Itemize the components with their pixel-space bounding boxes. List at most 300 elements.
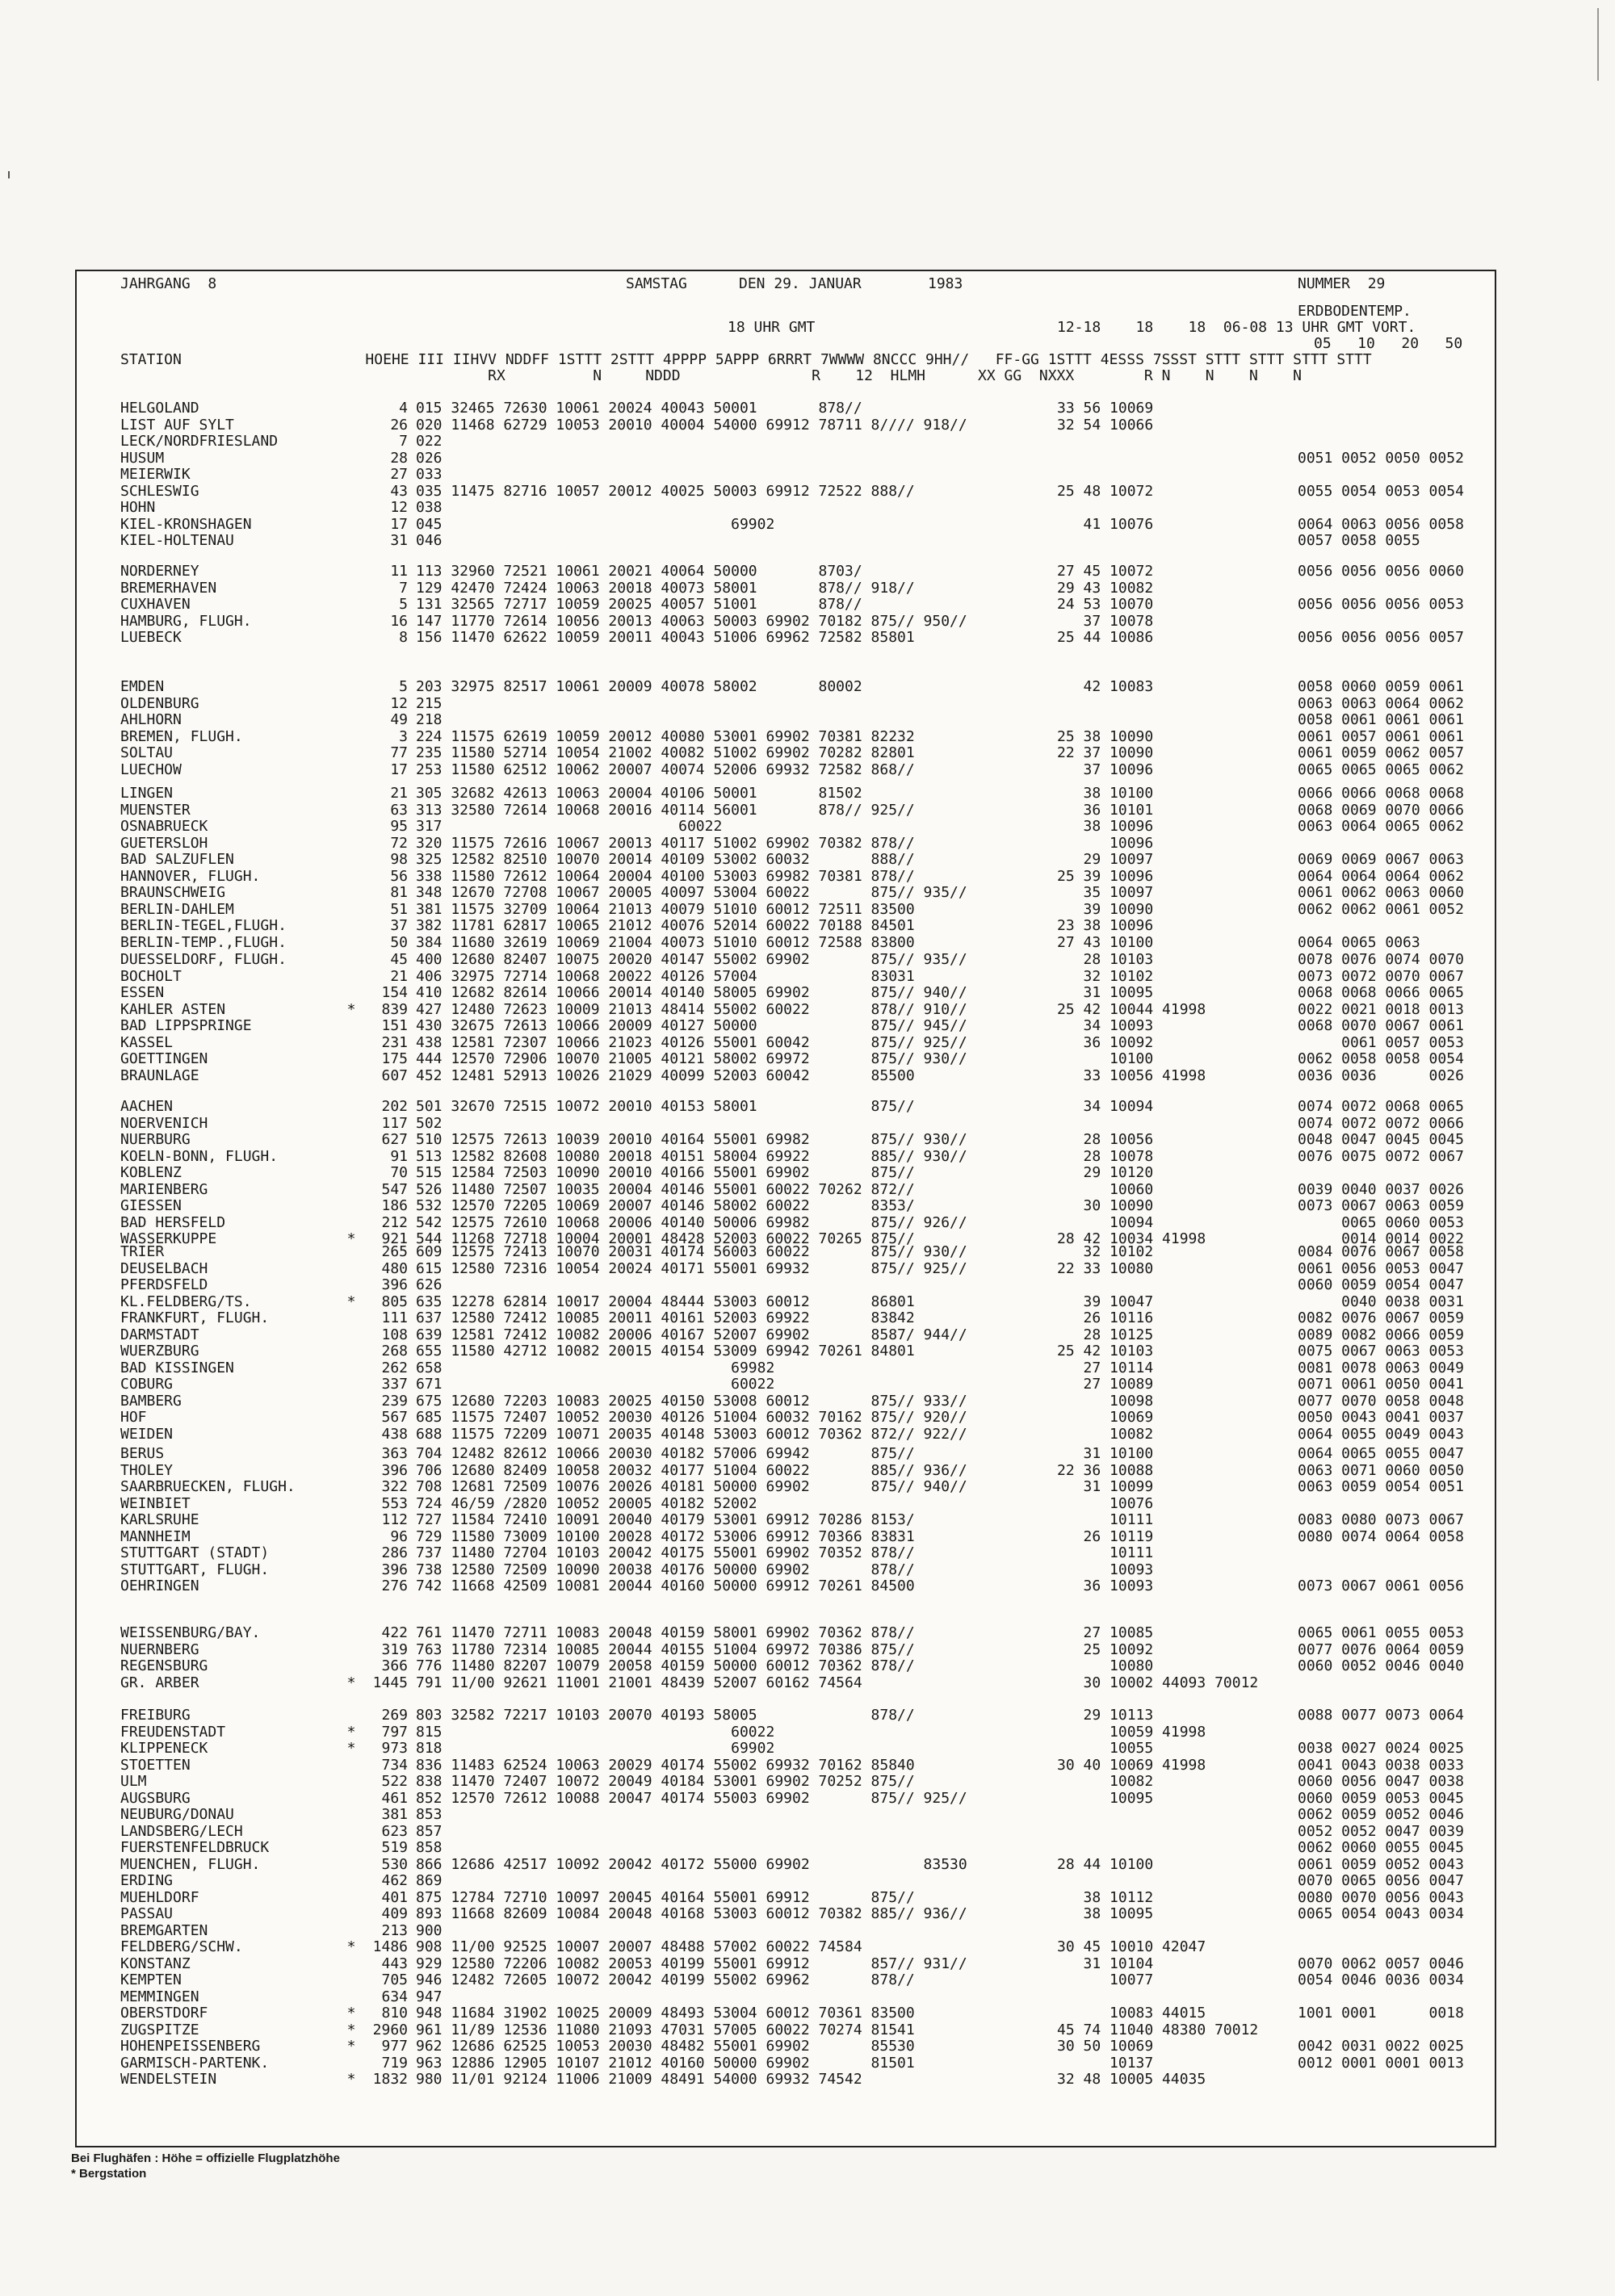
station-height: 366 (381, 1657, 408, 1674)
station-name: KIEL-KRONSHAGEN (120, 516, 252, 533)
observation-groups: 325 12582 82510 10070 20014 40109 53002 60032 888// (416, 851, 915, 868)
soil-temperatures: 0076 0075 0072 0067 (1298, 1147, 1464, 1165)
daily-groups: 28 42 10034 41998 (1057, 1230, 1206, 1247)
station-height: 50 (390, 933, 408, 951)
observation-groups: 156 11470 62622 10059 20011 40043 51006 69962 72582 85801 (416, 629, 915, 646)
daily-groups: 28 10103 (1057, 951, 1154, 968)
station-name: STUTTGART (STADT) (120, 1545, 270, 1561)
station-name: BAMBERG (120, 1393, 182, 1410)
soil-temperatures: 0070 0062 0057 0046 (1298, 1955, 1464, 1972)
station-name: KOBLENZ (120, 1165, 182, 1181)
station-height: 49 (390, 711, 408, 728)
soil-temperatures: 0040 0038 0031 (1298, 1293, 1464, 1310)
station-height: 438 (381, 1425, 408, 1443)
station-height: 7 (399, 579, 408, 597)
soil-temperatures: 0061 0062 0063 0060 (1298, 884, 1464, 901)
station-name: MEMMINGEN (120, 1988, 199, 2005)
station-name: OEHRINGEN (120, 1578, 199, 1594)
station-name: BERLIN-TEMP.,FLUGH. (120, 934, 287, 951)
weather-report-page (75, 270, 1496, 2147)
station-height: 567 (381, 1409, 408, 1426)
observation-groups: 929 12580 72206 10082 20053 40199 55001 69912 857// 931// (416, 1955, 967, 1972)
station-name: NUERBURG (120, 1132, 191, 1148)
station-name: OSNABRUECK (120, 819, 208, 835)
observation-groups: 129 42470 72424 10063 20018 40073 58001 878// 918// (416, 579, 915, 597)
station-height: 805 (381, 1293, 408, 1310)
daily-groups: 32 54 10066 (1057, 416, 1154, 434)
observation-groups: 542 12575 72610 10068 20006 40140 50006 69982 875// 926// (416, 1213, 967, 1231)
station-height: 213 (381, 1921, 408, 1939)
daily-groups: 39 10047 (1057, 1293, 1154, 1310)
station-height: 16 (390, 612, 408, 630)
daily-groups: 29 43 10082 (1057, 579, 1154, 597)
station-height: 91 (390, 1147, 408, 1165)
station-height: 98 (390, 851, 408, 868)
observation-groups: 675 12680 72203 10083 20025 40150 53008 60012 875// 933// (416, 1392, 967, 1410)
station-height: 401 (381, 1888, 408, 1906)
soil-temperatures: 0066 0066 0068 0068 (1298, 785, 1464, 802)
station-height: 7 (399, 433, 408, 450)
station-height: 154 (381, 984, 408, 1001)
observation-groups: 729 11580 73009 10100 20028 40172 53006 69912 70366 83831 (416, 1527, 915, 1545)
daily-groups: 10111 (1057, 1511, 1154, 1528)
soil-temperatures: 0084 0076 0067 0058 (1298, 1243, 1464, 1260)
station-height: 31 (390, 532, 408, 549)
observation-groups: 763 11780 72314 10085 20044 40155 51004 69972 70386 875// (416, 1640, 915, 1658)
soil-temperatures: 0051 0052 0050 0052 (1298, 449, 1464, 467)
soil-temperatures: 0089 0082 0066 0059 (1298, 1326, 1464, 1343)
station-name: MUENSTER (120, 802, 191, 819)
soil-temperatures: 0052 0052 0047 0039 (1298, 1822, 1464, 1840)
soil-temperatures: 0050 0043 0041 0037 (1298, 1409, 1464, 1426)
daily-groups: 33 56 10069 (1057, 400, 1154, 417)
station-height: 265 (381, 1243, 408, 1260)
station-name: BAD KISSINGEN (120, 1360, 234, 1376)
station-name: WENDELSTEIN (120, 2072, 217, 2088)
daily-groups: 29 10120 (1057, 1164, 1154, 1181)
soil-temperatures: 0042 0031 0022 0025 (1298, 2038, 1464, 2055)
station-height: 734 (381, 1756, 408, 1774)
station-height: 186 (381, 1197, 408, 1214)
station-height: 70 (390, 1164, 408, 1181)
observation-groups: 803 32582 72217 10103 20070 40193 58005 878// (416, 1707, 915, 1724)
station-height: 17 (390, 515, 408, 533)
observation-groups: 131 32565 72717 10059 20025 40057 51001 878// (416, 596, 862, 613)
daily-groups: 10111 (1057, 1544, 1154, 1561)
station-height: 705 (381, 1971, 408, 1988)
station-name: BREMEN, FLUGH. (120, 728, 243, 745)
daily-groups: 28 10056 (1057, 1131, 1154, 1148)
station-height: 12 (390, 499, 408, 516)
year-label: 1983 (928, 275, 963, 292)
soil-temperatures: 0058 0061 0061 0061 (1298, 711, 1464, 728)
daily-groups: 32 10102 (1057, 1243, 1154, 1260)
observation-groups: 776 11480 82207 10079 20058 40159 50000 60012 70362 878// (416, 1657, 915, 1674)
mountain-marker: * (346, 1230, 356, 1247)
station-name: FELDBERG/SCHW. (120, 1939, 243, 1955)
soil-temperatures: 0065 0054 0043 0034 (1298, 1905, 1464, 1922)
daily-groups: 10059 41998 (1057, 1723, 1206, 1741)
observation-groups: 452 12481 52913 10026 21029 40099 52003 60042 85500 (416, 1066, 915, 1084)
daily-groups: 39 10090 (1057, 900, 1154, 918)
station-name: BRAUNLAGE (120, 1067, 199, 1084)
observation-groups: 615 12580 72316 10054 20024 40171 55001 69932 875// 925// (416, 1259, 967, 1277)
soil-temperatures: 0065 0065 0065 0062 (1298, 760, 1464, 778)
station-height: 2960 (372, 2021, 408, 2038)
station-name: SCHLESWIG (120, 483, 199, 500)
station-name: GARMISCH-PARTENK. (120, 2055, 270, 2072)
station-name: KIEL-HOLTENAU (120, 533, 234, 549)
station-name: HOF (120, 1410, 147, 1426)
observation-groups: 858 (416, 1839, 443, 1856)
station-height: 151 (381, 1017, 408, 1034)
station-height: 63 (390, 801, 408, 819)
station-name: LUECHOW (120, 761, 182, 778)
observation-groups: 962 12686 62525 10053 20030 48482 55001 69902 85530 (416, 2038, 915, 2055)
station-name: KEMPTEN (120, 1972, 182, 1988)
station-height: 8 (399, 629, 408, 646)
observation-groups: 815 60022 (416, 1723, 775, 1741)
observation-groups: 791 11/00 92621 11001 21001 48439 52007 60162 74564 (416, 1674, 862, 1691)
soil-temperatures: 0065 0061 0055 0053 (1298, 1624, 1464, 1641)
soil-temp-heading: ERDBODENTEMP. (1298, 303, 1412, 320)
soil-temperatures: 0062 0059 0052 0046 (1298, 1806, 1464, 1823)
daily-groups: 37 10096 (1057, 760, 1154, 778)
station-height: 51 (390, 900, 408, 918)
observation-groups: 946 12482 72605 10072 20042 40199 55002 69962 878// (416, 1971, 915, 1988)
soil-temperatures: 0061 0057 0053 (1298, 1033, 1464, 1051)
observation-groups: 313 32580 72614 10068 20016 40114 56001 878// 925// (416, 801, 915, 819)
soil-temperatures: 0080 0070 0056 0043 (1298, 1888, 1464, 1906)
station-name: HOHENPEISSENBERG (120, 2038, 261, 2055)
daily-groups: 10083 44015 (1057, 2005, 1206, 2022)
observation-groups: 671 60022 (416, 1376, 775, 1393)
observation-groups: 513 12582 82608 10080 20018 40151 58004 69922 885// 930// (416, 1147, 967, 1165)
station-name: DEUSELBACH (120, 1260, 208, 1277)
observation-groups: 224 11575 62619 10059 20012 40080 53001 69902 70381 82232 (416, 727, 915, 745)
station-name: AHLHORN (120, 712, 182, 728)
observation-groups: 203 32975 82517 10061 20009 40078 58002 80002 (416, 678, 862, 695)
observation-groups: 818 69902 (416, 1740, 775, 1757)
soil-temperatures: 0038 0027 0024 0025 (1298, 1740, 1464, 1757)
observation-groups: 853 (416, 1806, 443, 1823)
soil-depth-heading: 05 10 20 50 (1314, 335, 1463, 352)
station-height: 1832 (372, 2071, 408, 2088)
station-height: 462 (381, 1872, 408, 1889)
daily-groups: 10082 (1057, 1773, 1154, 1790)
station-name: CUXHAVEN (120, 597, 191, 613)
station-height: 396 (381, 1561, 408, 1578)
daily-groups: 29 10113 (1057, 1707, 1154, 1724)
station-name: EMDEN (120, 679, 165, 695)
observation-groups: 384 11680 32619 10069 21004 40073 51010 60012 72588 83800 (416, 933, 915, 951)
scan-mark (8, 171, 10, 178)
station-name: STOETTEN (120, 1757, 191, 1774)
station-height: 212 (381, 1213, 408, 1231)
station-height: 322 (381, 1478, 408, 1495)
station-height: 319 (381, 1640, 408, 1658)
observation-groups: 639 12581 72412 10082 20006 40167 52007 69902 8587/ 944// (416, 1326, 967, 1343)
station-name: LUEBECK (120, 630, 182, 646)
soil-temperatures: 0064 0065 0055 0047 (1298, 1445, 1464, 1462)
daily-groups: 38 10112 (1057, 1888, 1154, 1906)
daily-groups: 10082 (1057, 1425, 1154, 1443)
observation-groups: 045 69902 (416, 515, 775, 533)
station-height: 21 (390, 785, 408, 802)
observation-groups: 655 11580 42712 10082 20015 40154 53009 69942 70261 84801 (416, 1343, 915, 1360)
station-height: 634 (381, 1988, 408, 2005)
observation-groups: 947 (416, 1988, 443, 2005)
soil-temperatures: 0062 0062 0061 0052 (1298, 900, 1464, 918)
station-name: LINGEN (120, 786, 174, 802)
daily-groups: 10076 (1057, 1494, 1154, 1512)
daily-groups: 24 53 10070 (1057, 596, 1154, 613)
soil-temperatures: 0061 0059 0062 0057 (1298, 744, 1464, 761)
observation-groups: 113 32960 72521 10061 20021 40064 50000 8703/ (416, 563, 862, 580)
soil-temperatures: 0069 0069 0067 0063 (1298, 851, 1464, 868)
daily-groups: 31 10099 (1057, 1478, 1154, 1495)
station-name: HOHN (120, 500, 156, 516)
observation-groups: 893 11668 82609 10084 20048 40168 53003 60012 70382 885// 936// (416, 1905, 967, 1922)
observation-groups: 510 12575 72613 10039 20010 40164 55001 69982 875// 930// (416, 1131, 967, 1148)
daily-groups: 32 48 10005 44035 (1057, 2071, 1206, 2088)
soil-temperatures: 0073 0067 0063 0059 (1298, 1197, 1464, 1214)
observation-groups: 961 11/89 12536 11080 21093 47031 57005 60022 70274 81541 (416, 2021, 915, 2038)
soil-temperatures: 0060 0056 0047 0038 (1298, 1773, 1464, 1790)
station-height: 4 (399, 400, 408, 417)
station-height: 72 (390, 834, 408, 852)
soil-temperatures: 0081 0078 0063 0049 (1298, 1359, 1464, 1376)
daily-groups: 28 10078 (1057, 1147, 1154, 1165)
station-height: 797 (381, 1723, 408, 1741)
station-height: 262 (381, 1359, 408, 1376)
observation-groups: 020 11468 62729 10053 20010 40004 54000 69912 78711 8//// 918// (416, 416, 967, 434)
station-height: 45 (390, 951, 408, 968)
station-height: 56 (390, 867, 408, 885)
airport-height-note: Bei Flughäfen : Höhe = offizielle Flugplatzhöhe (71, 2151, 340, 2165)
daily-groups: 10080 (1057, 1657, 1154, 1674)
station-name: WEINBIET (120, 1495, 191, 1512)
station-height: 337 (381, 1376, 408, 1393)
observation-groups: 761 11470 72711 10083 20048 40159 58001 69902 70362 878// (416, 1624, 915, 1641)
mountain-station-note: * Bergstation (71, 2167, 147, 2181)
observation-groups: 147 11770 72614 10056 20013 40063 50003 69902 70182 875// 950// (416, 612, 967, 630)
volume-label: JAHRGANG 8 (120, 275, 217, 292)
soil-temperatures: 0075 0067 0063 0053 (1298, 1343, 1464, 1360)
station-height: 480 (381, 1259, 408, 1277)
soil-temperatures: 0057 0058 0055 (1298, 532, 1420, 549)
daily-groups: 22 33 10080 (1057, 1259, 1154, 1277)
observation-groups: 406 32975 72714 10068 20022 40126 57004 83031 (416, 967, 915, 985)
soil-temperatures: 0060 0059 0054 0047 (1298, 1276, 1464, 1293)
station-height: 409 (381, 1905, 408, 1922)
observation-groups: 338 11580 72612 10064 20004 40100 53003 69982 70381 878// (416, 867, 915, 885)
mountain-marker: * (346, 1674, 356, 1691)
station-name: DUESSELDORF, FLUGH. (120, 952, 287, 968)
station-height: 396 (381, 1461, 408, 1479)
station-name: WEIDEN (120, 1426, 174, 1443)
station-height: 269 (381, 1707, 408, 1724)
observation-groups: 838 11470 72407 10072 20049 40184 53001 69902 70252 875// (416, 1773, 915, 1790)
station-name: FREIBURG (120, 1707, 191, 1724)
station-height: 363 (381, 1445, 408, 1462)
observation-groups: 688 11575 72209 10071 20035 40148 53003 60012 70362 872// 922// (416, 1425, 967, 1443)
soil-temperatures: 0041 0043 0038 0033 (1298, 1756, 1464, 1774)
daily-groups: 10137 (1057, 2054, 1154, 2072)
soil-temperatures: 0071 0061 0050 0041 (1298, 1376, 1464, 1393)
daily-groups: 28 44 10100 (1057, 1855, 1154, 1873)
daily-groups: 10093 (1057, 1561, 1154, 1578)
station-name: LECK/NORDFRIESLAND (120, 434, 279, 450)
daily-groups: 34 10093 (1057, 1017, 1154, 1034)
soil-temperatures: 0088 0077 0073 0064 (1298, 1707, 1464, 1724)
station-name: KARLSRUHE (120, 1512, 199, 1528)
station-name: LIST AUF SYLT (120, 417, 234, 434)
station-height: 27 (390, 466, 408, 483)
observation-groups: 908 11/00 92525 10007 20007 48488 57002 60022 74584 (416, 1938, 862, 1955)
soil-temperatures: 0064 0063 0056 0058 (1298, 515, 1464, 533)
station-height: 977 (381, 2038, 408, 2055)
station-name: MANNHEIM (120, 1528, 191, 1545)
station-height: 553 (381, 1494, 408, 1512)
observation-groups: 609 12575 72413 10070 20031 40174 56003 60022 875// 930// (416, 1243, 967, 1260)
soil-temperatures: 0063 0059 0054 0051 (1298, 1478, 1464, 1495)
issue-number: NUMMER 29 (1298, 275, 1386, 292)
daily-groups: 32 10102 (1057, 967, 1154, 985)
daily-groups: 10094 (1057, 1213, 1154, 1231)
mountain-marker: * (346, 2021, 356, 2038)
daily-groups: 27 45 10072 (1057, 563, 1154, 580)
daily-groups: 38 10095 (1057, 1905, 1154, 1922)
mountain-marker: * (346, 2005, 356, 2022)
observation-groups: 427 12480 72623 10009 21013 48414 55002 60022 878// 910// (416, 1000, 967, 1018)
station-height: 396 (381, 1276, 408, 1293)
observation-groups: 738 12580 72509 10090 20038 40176 50000 69902 878// (416, 1561, 915, 1578)
observation-groups: 836 11483 62524 10063 20029 40174 55002 69932 70162 85840 (416, 1756, 915, 1774)
station-name: THOLEY (120, 1462, 174, 1479)
station-height: 108 (381, 1326, 408, 1343)
soil-temperatures: 0063 0064 0065 0062 (1298, 818, 1464, 835)
station-height: 381 (381, 1806, 408, 1823)
observation-groups: 501 32670 72515 10072 20010 40153 58001 875// (416, 1098, 915, 1115)
station-height: 461 (381, 1789, 408, 1807)
date-label: DEN 29. JANUAR (739, 275, 862, 292)
station-height: 17 (390, 760, 408, 778)
station-height: 95 (390, 818, 408, 835)
station-name: COBURG (120, 1376, 174, 1393)
station-name: BERLIN-DAHLEM (120, 901, 234, 918)
observation-groups: 046 (416, 532, 443, 549)
station-name: GOETTINGEN (120, 1051, 208, 1067)
station-name: WEISSENBURG/BAY. (120, 1625, 261, 1641)
station-height: 921 (381, 1230, 408, 1247)
observation-groups: 963 12886 12905 10107 21012 40160 50000 69902 81501 (416, 2054, 915, 2072)
station-name: FUERSTENFELDBRUCK (120, 1840, 270, 1856)
daily-groups: 35 10097 (1057, 884, 1154, 901)
soil-temperatures: 0014 0014 0022 (1298, 1230, 1464, 1247)
daily-groups: 25 38 10090 (1057, 727, 1154, 745)
station-height: 422 (381, 1624, 408, 1641)
station-name: BREMGARTEN (120, 1922, 208, 1939)
station-height: 12 (390, 694, 408, 712)
daily-groups: 28 10125 (1057, 1326, 1154, 1343)
observation-groups: 706 12680 82409 10058 20032 40177 51004 60022 885// 936// (416, 1461, 967, 1479)
column-subnames: RX N NDDD R 12 HLMH XX GG NXXX R N N N N (120, 367, 1302, 384)
mountain-marker: * (346, 1938, 356, 1955)
soil-temperatures: 0058 0060 0059 0061 (1298, 678, 1464, 695)
soil-temperatures: 0073 0067 0061 0056 (1298, 1577, 1464, 1594)
daily-groups: 10100 (1057, 1050, 1154, 1067)
soil-temperatures: 0082 0076 0067 0059 (1298, 1309, 1464, 1326)
daily-groups: 30 50 10069 (1057, 2038, 1154, 2055)
station-name: BAD SALZUFLEN (120, 852, 234, 868)
observation-groups: 704 12482 82612 10066 20030 40182 57006 69942 875// (416, 1445, 915, 1462)
station-height: 627 (381, 1131, 408, 1148)
station-name: NUERNBERG (120, 1641, 199, 1658)
observation-groups: 866 12686 42517 10092 20042 40172 55000 69902 83530 (416, 1855, 967, 1873)
observation-groups: 502 (416, 1114, 443, 1132)
soil-temperatures: 0012 0001 0001 0013 (1298, 2054, 1464, 2072)
observation-groups: 658 69982 (416, 1359, 775, 1376)
observation-groups: 948 11684 31902 10025 20009 48493 53004 60012 70361 83500 (416, 2005, 915, 2022)
soil-temperatures: 0078 0076 0074 0070 (1298, 951, 1464, 968)
soil-temperatures: 0060 0059 0053 0045 (1298, 1789, 1464, 1807)
daily-groups: 30 40 10069 41998 (1057, 1756, 1206, 1774)
soil-temperatures: 0073 0072 0070 0067 (1298, 967, 1464, 985)
soil-temperatures: 0060 0052 0046 0040 (1298, 1657, 1464, 1674)
soil-temperatures: 0055 0054 0053 0054 (1298, 482, 1464, 500)
observation-groups: 305 32682 42613 10063 20004 40106 50001 81502 (416, 785, 862, 802)
station-name: HUSUM (120, 450, 165, 467)
soil-temperatures: 0022 0021 0018 0013 (1298, 1000, 1464, 1018)
station-name: SOLTAU (120, 745, 174, 761)
station-name: NORDERNEY (120, 564, 199, 580)
station-height: 286 (381, 1544, 408, 1561)
daily-groups: 25 10092 (1057, 1640, 1154, 1658)
station-name: FRANKFURT, FLUGH. (120, 1310, 270, 1326)
soil-temperatures: 0061 0056 0053 0047 (1298, 1259, 1464, 1277)
obs-time-heading: 18 UHR GMT (728, 319, 816, 336)
weekday-label: SAMSTAG (626, 275, 687, 292)
observation-groups: 980 11/01 92124 11006 21009 48491 54000 69932 74542 (416, 2071, 862, 2088)
station-name: HAMBURG, FLUGH. (120, 613, 252, 630)
soil-temperatures: 0065 0060 0053 (1298, 1213, 1464, 1231)
station-height: 111 (381, 1309, 408, 1326)
observation-groups: 026 (416, 449, 443, 467)
station-name: AUGSBURG (120, 1790, 191, 1807)
observation-groups: 444 12570 72906 10070 21005 40121 58002 69972 875// 930// (416, 1050, 967, 1067)
daily-groups: 31 10100 (1057, 1445, 1154, 1462)
daily-groups: 10077 (1057, 1971, 1154, 1988)
soil-temperatures: 0061 0059 0052 0043 (1298, 1855, 1464, 1873)
observation-groups: 022 (416, 433, 443, 450)
observation-groups: 900 (416, 1921, 443, 1939)
mountain-marker: * (346, 1000, 356, 1018)
daily-groups: 25 48 10072 (1057, 482, 1154, 500)
station-height: 3 (399, 727, 408, 745)
soil-temperatures: 0062 0060 0055 0045 (1298, 1839, 1464, 1856)
station-name: OLDENBURG (120, 695, 199, 712)
station-name: BAD HERSFELD (120, 1214, 226, 1231)
daily-groups: 27 10089 (1057, 1376, 1154, 1393)
daily-groups: 27 10114 (1057, 1359, 1154, 1376)
station-height: 202 (381, 1098, 408, 1115)
soil-temperatures: 0064 0055 0049 0043 (1298, 1425, 1464, 1443)
daily-groups: 26 10119 (1057, 1527, 1154, 1545)
daily-groups: 36 10093 (1057, 1577, 1154, 1594)
mountain-marker: * (346, 1740, 356, 1757)
station-height: 530 (381, 1855, 408, 1873)
